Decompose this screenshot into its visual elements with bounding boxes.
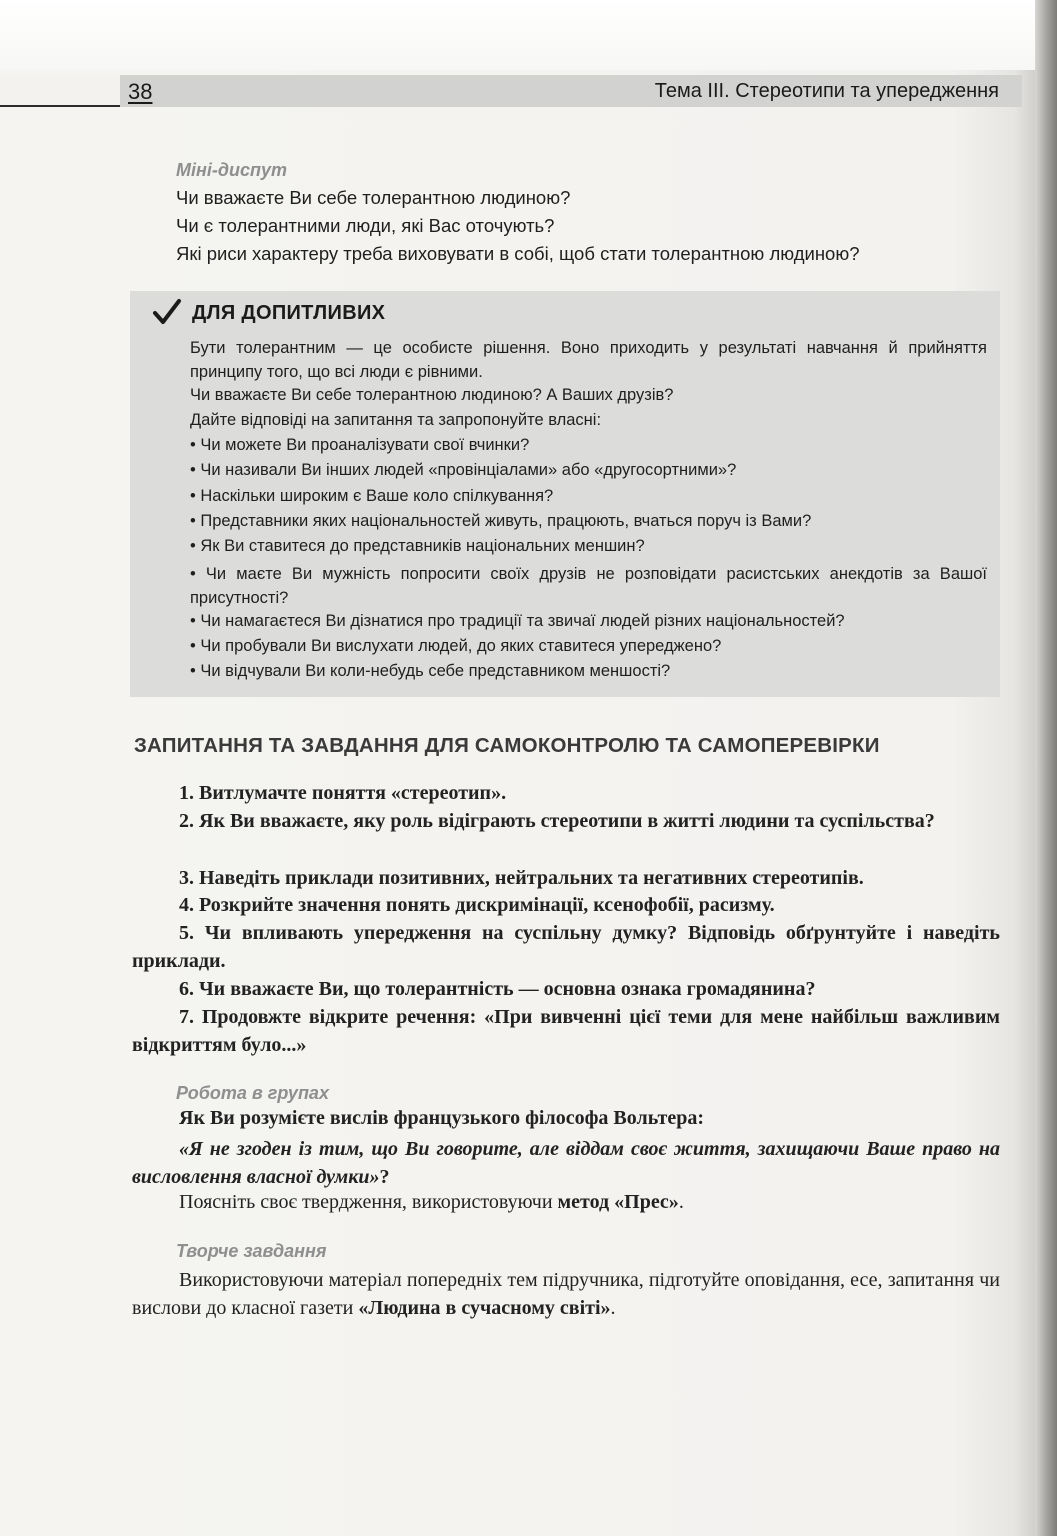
creative-task-body: Використовуючи матеріал попередніх тем підручника, підготуйте оповідання, есе, запитання чи вислови до класної газети	[132, 1269, 1000, 1319]
curious-box-bullet: • Чи відчували Ви коли-небудь себе представником меншості?	[190, 662, 671, 680]
question-item: 6. Чи вважаєте Ви, що толерантність — основна ознака громадянина?	[179, 978, 816, 1000]
creative-task-text	[132, 1266, 1000, 1322]
question-item: 3. Наведіть приклади позитивних, нейтральних та негативних стереотипів.	[179, 867, 864, 889]
page-spine-shadow	[1035, 0, 1057, 1536]
question-item: 7. Продовжте відкрите речення: «При вивченні цієї теми для мене найбільш важливим відкриттям було...»	[132, 1006, 1000, 1056]
group-work-task-end: .	[678, 1191, 684, 1213]
group-work-question: Як Ви розумієте вислів французького філософа Вольтера:	[179, 1107, 704, 1129]
group-work-title: Робота в групах	[176, 1083, 329, 1103]
checkmark-icon	[152, 298, 182, 326]
creative-task-title: Творче завдання	[176, 1241, 327, 1261]
curious-box-bullet: • Наскільки широким є Ваше коло спілкування?	[190, 487, 554, 505]
mini-dispute-line: Чи є толерантними люди, які Вас оточують?	[176, 215, 555, 236]
top-margin	[0, 0, 1057, 70]
curious-box-bullet: • Чи намагаєтеся Ви дізнатися про традиції та звичаї людей різних національностей?	[190, 612, 845, 630]
header-rule	[0, 75, 120, 107]
curious-box-title: ДЛЯ ДОПИТЛИВИХ	[192, 302, 386, 324]
question-item: 1. Витлумачте поняття «стереотип».	[179, 782, 507, 804]
voltaire-quote-text: «Я не згоден із тим, що Ви говорите, але віддам своє життя, захищаючи Ваше право на висловлення власної думки»	[132, 1138, 1000, 1188]
curious-box-prompt: Дайте відповіді на запитання та запропонуйте власні:	[190, 411, 602, 429]
self-check-heading: ЗАПИТАННЯ ТА ЗАВДАННЯ ДЛЯ САМОКОНТРОЛЮ ТА САМОПЕРЕВІРКИ	[134, 734, 880, 757]
question-item: 5. Чи впливають упередження на суспільну думку? Відповідь обґрунтуйте і наведіть приклади.	[132, 922, 1000, 972]
curious-box-question: Чи вважаєте Ви себе толерантною людиною? А Ваших друзів?	[190, 386, 674, 404]
method-name: метод «Прес»	[557, 1191, 679, 1213]
curious-box-bullet: • Чи можете Ви проаналізувати свої вчинки?	[190, 436, 530, 454]
curious-box-bullet: • Чи маєте Ви мужність попросити своїх друзів не розповідати расистських анекдотів за Вашої присутності?	[190, 565, 987, 607]
voltaire-quote	[132, 1135, 1000, 1191]
curious-box-bullet: • Представники яких національностей живуть, працюють, вчаться поруч із Вами?	[190, 512, 812, 530]
newspaper-name: «Людина в сучасному світі»	[358, 1297, 611, 1319]
question-item: 4. Розкрийте значення понять дискримінації, ксенофобії, расизму.	[179, 894, 775, 916]
curious-box-bullet: • Чи пробували Ви вислухати людей, до яких ставитеся упереджено?	[190, 637, 722, 655]
question-item: 2. Як Ви вважаєте, яку роль відіграють стереотипи в житті людини та суспільства?	[179, 810, 935, 832]
page-number: 38	[128, 79, 153, 104]
mini-dispute-line: Які риси характеру треба виховувати в собі, щоб стати толерантною людиною?	[176, 243, 860, 264]
curious-box-intro: Бути толерантним — це особисте рішення. Воно приходить у результаті навчання й прийняття принципу того, що всі люди є рівними.	[190, 339, 987, 381]
quote-question-mark: ?	[379, 1166, 390, 1188]
curious-box-bullet: • Чи називали Ви інших людей «провінціалами» або «другосортними»?	[190, 461, 737, 479]
mini-dispute-line: Чи вважаєте Ви себе толерантною людиною?	[176, 187, 571, 208]
creative-task-end: .	[610, 1297, 616, 1319]
group-work-task-text: Поясніть своє твердження, використовуючи	[179, 1191, 558, 1213]
mini-dispute-title: Міні-диспут	[176, 160, 288, 180]
group-work-task	[179, 1191, 684, 1214]
curious-box-bullet: • Як Ви ставитеся до представників національних меншин?	[190, 537, 645, 555]
running-head: Тема III. Стереотипи та упередження	[654, 80, 999, 102]
